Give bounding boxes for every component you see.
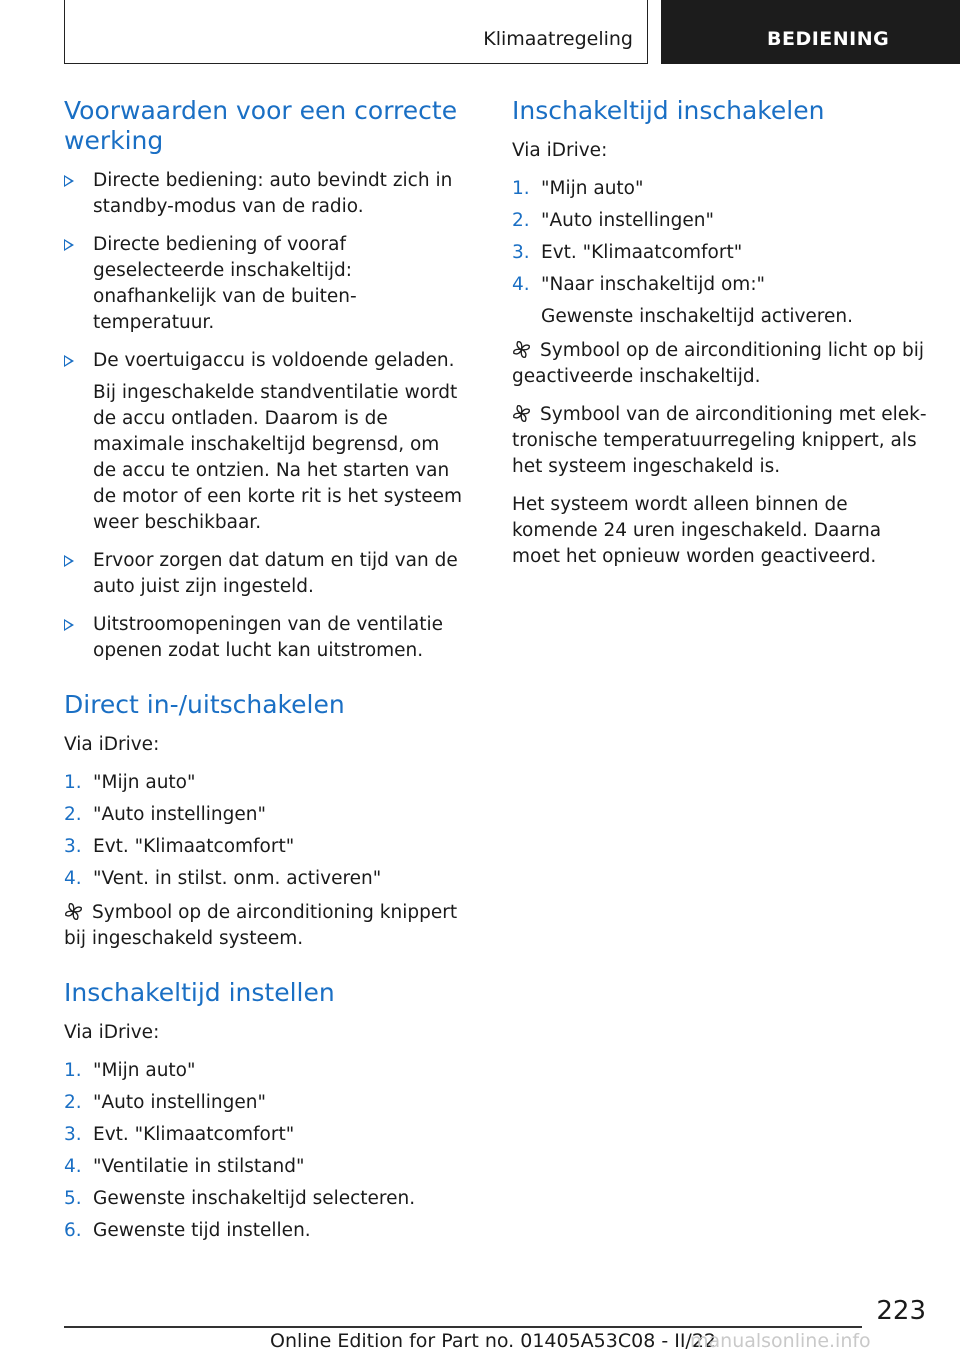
header-section-box — [661, 0, 960, 64]
header-chapter-box — [64, 0, 648, 64]
step-item: 1. "Mijn auto" — [64, 1060, 196, 1081]
battery-note: Bij ingeschakelde standventilatie wordt de accu ontladen. Daarom is de maximale inschakeltijd begrensd, om de accu te ontzien. Na het starten van de motor of een korte rit is het systeem weer beschikbaar. — [93, 382, 463, 533]
step-item: 2. "Auto instellingen" — [64, 804, 266, 825]
closing-text: Het systeem wordt alleen binnen de komende 24 uren ingeschakeld. Daarna moet het opnieuw worden geactiveerd. — [512, 494, 882, 567]
fan-icon — [512, 340, 531, 359]
section-heading-activate-time: Inschakeltijd inschakelen — [512, 96, 825, 125]
right-column — [512, 96, 932, 582]
step-item: 4. "Naar inschakeltijd om:" Gewenste inschakeltijd activeren. — [512, 272, 932, 330]
intro-text: Via iDrive: — [64, 1022, 160, 1043]
fan-icon — [512, 404, 531, 423]
step-item: 3. Evt. "Klimaatcomfort" — [64, 836, 295, 857]
step-note: Gewenste inschakeltijd activeren. — [541, 306, 853, 327]
list-item: De voertuigaccu is voldoende geladen. Bij ingeschakelde standventilatie wordt de accu ontladen. Daarom is de maximale inschakeltijd begrensd, om de accu te ontzien. Na het starten van de motor of een korte rit is het systeem weer beschikbaar. — [64, 348, 468, 536]
step-item: 3. Evt. "Klimaatcomfort" — [64, 1124, 295, 1145]
symbol-note: Symbool van de airconditioning met elektronische temperatuurregeling knippert, als het systeem ingeschakeld is. — [512, 404, 927, 477]
fan-icon — [64, 902, 83, 921]
set-time-steps — [64, 1058, 468, 1244]
triangle-bullet-icon — [64, 619, 74, 631]
edition-text: Online Edition for Part no. 01405A53C08 - II/22 — [270, 1330, 717, 1352]
section-heading-direct: Direct in-/uitschakelen — [64, 690, 345, 719]
page-number: 223 — [876, 1296, 926, 1326]
section-heading-conditions: Voorwaarden voor een correcte werking — [64, 96, 458, 155]
left-column — [64, 96, 468, 1250]
step-item: 2. "Auto instellingen" — [512, 210, 714, 231]
list-item: Uitstroomopeningen van de ventilatie openen zodat lucht kan uitstromen. — [64, 612, 468, 664]
direct-steps — [64, 770, 468, 892]
activate-steps — [512, 176, 932, 330]
conditions-list — [64, 168, 468, 664]
step-item: 2. "Auto instellingen" — [64, 1092, 266, 1113]
symbol-note: Symbool op de airconditioning knippert bij ingeschakeld systeem. — [64, 902, 458, 949]
step-item: 5. Gewenste inschakeltijd selecteren. — [64, 1188, 416, 1209]
list-item: Ervoor zorgen dat datum en tijd van de auto juist zijn ingesteld. — [64, 548, 468, 600]
triangle-bullet-icon — [64, 355, 74, 367]
intro-text: Via iDrive: — [64, 734, 160, 755]
section-title: BEDIENING — [767, 28, 890, 50]
triangle-bullet-icon — [64, 239, 74, 251]
step-item: 1. "Mijn auto" — [64, 772, 196, 793]
step-item: 4. "Vent. in stilst. onm. activeren" — [64, 868, 382, 889]
step-item: 3. Evt. "Klimaatcomfort" — [512, 242, 743, 263]
intro-text: Via iDrive: — [512, 140, 608, 161]
step-item: 1. "Mijn auto" — [512, 178, 644, 199]
footer-divider — [64, 1326, 862, 1328]
symbol-note: Symbool op de airconditioning licht op bij geactiveerde inschakeltijd. — [512, 340, 925, 387]
triangle-bullet-icon — [64, 175, 74, 187]
step-item: 6. Gewenste tijd instellen. — [64, 1220, 311, 1241]
step-item: 4. "Ventilatie in stilstand" — [64, 1156, 305, 1177]
watermark-text: manualsonline.info — [690, 1330, 871, 1352]
list-item: Directe bediening of vooraf geselecteerde inschakeltijd: onafhankelijk van de buitentemperatuur. — [64, 232, 468, 336]
triangle-bullet-icon — [64, 555, 74, 567]
section-heading-set-time: Inschakeltijd instellen — [64, 978, 335, 1007]
list-item: Directe bediening: auto bevindt zich in standby-modus van de radio. — [64, 168, 468, 220]
chapter-title: Klimaatregeling — [483, 28, 633, 50]
